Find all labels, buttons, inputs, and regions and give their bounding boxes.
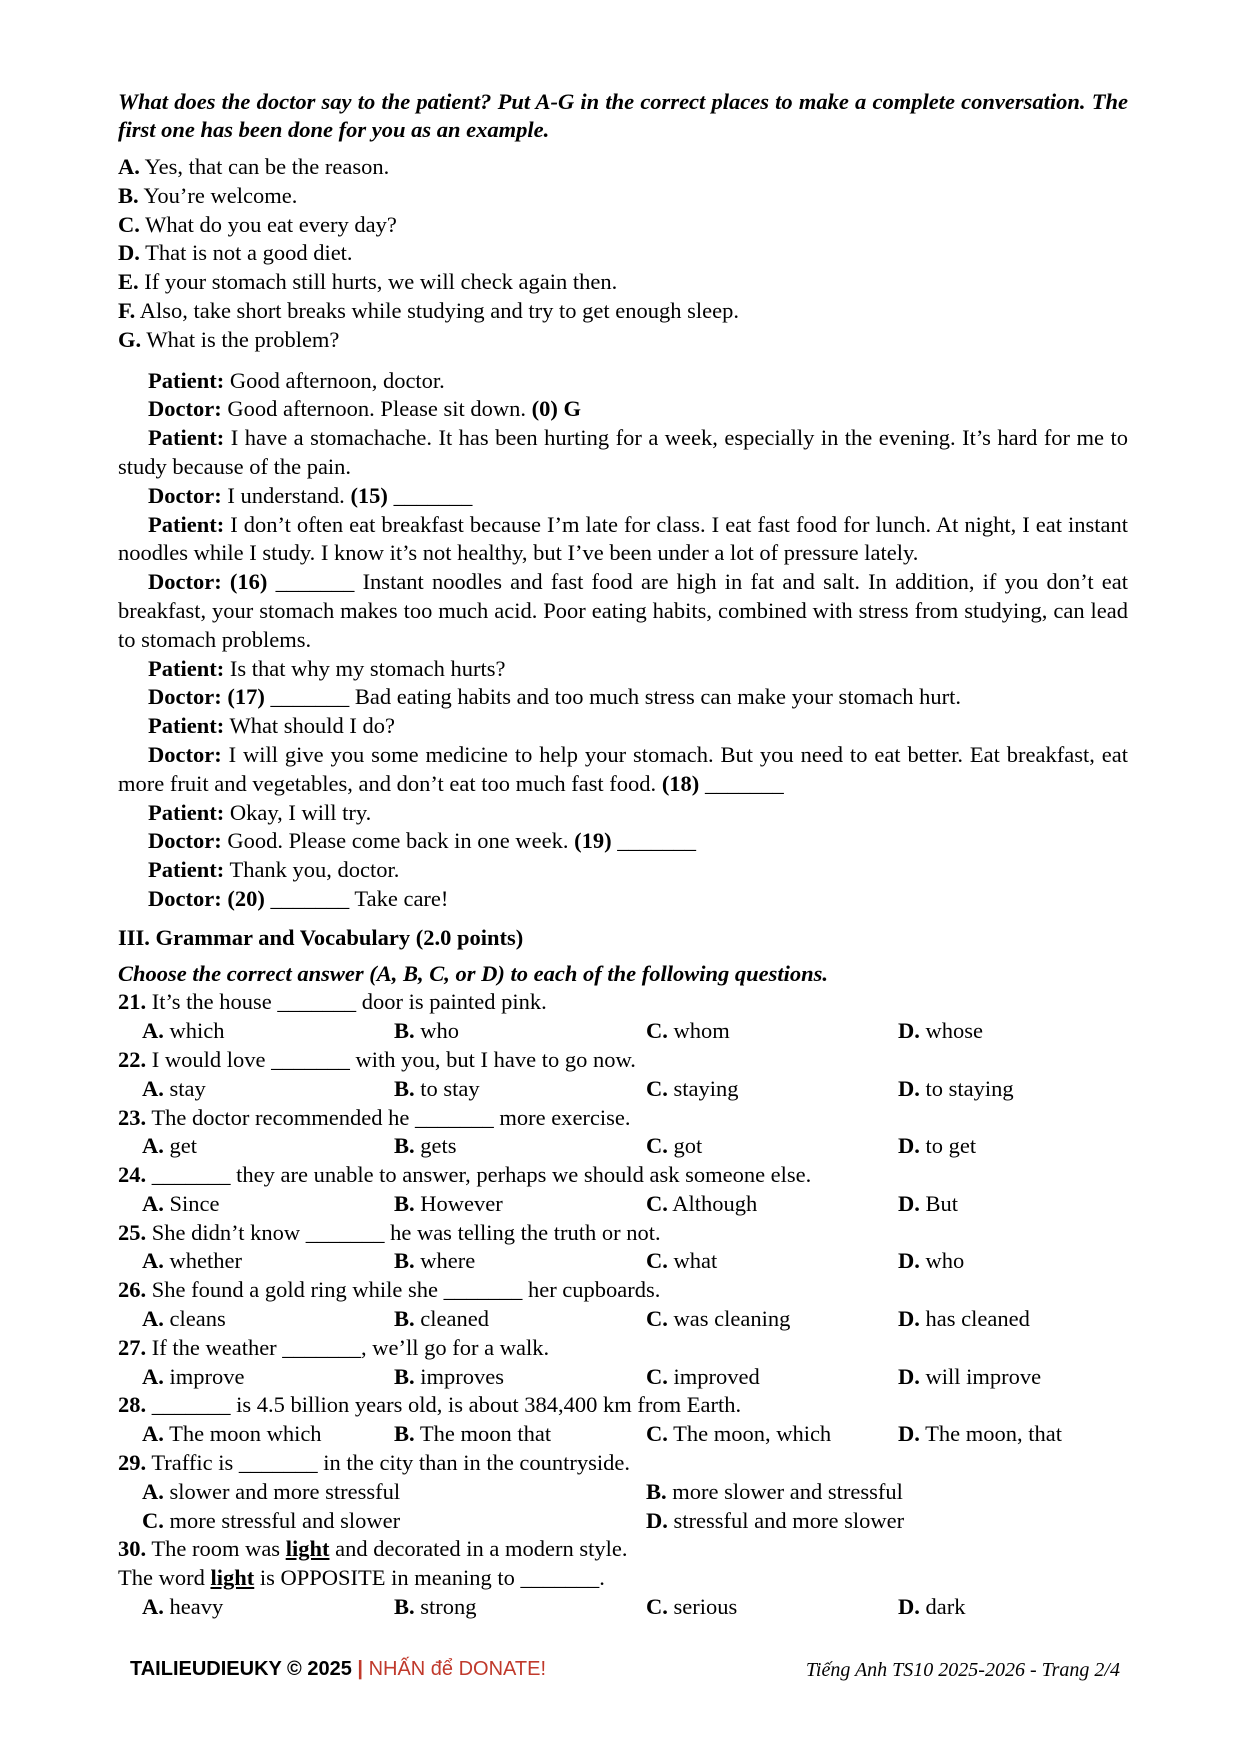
dialogue-line [118,856,1128,885]
question-stem [118,1535,1128,1564]
question-item [118,1449,1128,1535]
option-text: That is not a good diet. [145,240,353,266]
answer-choices [118,1420,1128,1449]
option-list [118,153,1128,355]
answer-option[interactable] [898,1305,1152,1334]
dialogue-text: I will give you some medicine to help your stomach. But you need to eat better. Eat breakfast, eat more fruit and vegetables, and don’t eat too much fast food. [118,741,1128,796]
dialogue-line [118,482,1128,511]
option-text: If your stomach still hurts, we will check again then. [144,269,618,295]
option-text: improved [673,1363,760,1389]
option-text: improve [169,1363,245,1389]
question-item [118,1219,1128,1277]
option-letter: D. [898,1421,920,1447]
dialogue-line [118,424,1128,482]
question-text: It’s the house _______ door is painted pink. [151,989,547,1015]
answer-blank: _______ Instant noodles and fast food are high in fat and salt. In addition, if you don’t eat breakfast, your stomach makes too much acid. Poor eating habits, combined with stress from studying, can lead to stomach problems. [118,569,1129,652]
question-stem [118,1046,1128,1075]
gap-number: (16) [229,569,268,595]
question-item [118,1104,1128,1162]
speaker-label: Patient: [148,367,225,393]
gap-number: (15) [350,482,388,508]
speaker-label: Doctor: [148,684,222,710]
option-text: Yes, that can be the reason. [144,154,390,179]
option-item [118,239,1128,268]
option-letter: B. [394,1190,415,1216]
answer-option[interactable] [646,1507,1152,1536]
answer-blank: _______ [393,482,473,508]
question-text: The room was [151,1536,281,1562]
question-text: The word [118,1565,205,1591]
option-text: who [925,1248,965,1274]
option-letter: A. [142,1478,164,1504]
answer-blank: _______ Bad eating habits and too much stress can make your stomach hurt. [270,684,961,710]
answer-option[interactable] [898,1420,1152,1449]
option-letter: B. [394,1018,415,1044]
option-letter: C. [646,1190,668,1216]
answer-choices [118,1478,1128,1536]
answer-choices [118,1017,1128,1046]
answer-option[interactable] [898,1132,1152,1161]
option-letter: B. [394,1594,415,1620]
answer-option[interactable] [394,1132,646,1161]
option-text: more slower and stressful [672,1478,903,1504]
question-number: 26. [118,1277,147,1303]
option-letter: A. [118,154,140,179]
footer-separator: | [357,1658,364,1680]
question-item [118,1276,1128,1334]
question-number: 28. [118,1392,147,1418]
dialogue-line [118,885,1128,914]
answer-option[interactable] [646,1247,898,1276]
option-letter: B. [394,1133,415,1159]
option-text: who [420,1018,460,1044]
option-letter: B. [394,1363,415,1389]
option-text: What is the problem? [146,326,340,352]
answer-choices [118,1190,1128,1219]
dialogue-line [118,741,1128,799]
question-text: The doctor recommended he _______ more exercise. [151,1104,631,1130]
option-letter: D. [898,1594,920,1620]
speaker-label: Doctor: [148,828,222,854]
question-text: and decorated in a modern style. [335,1536,628,1562]
option-letter: A. [142,1248,164,1274]
speaker-label: Doctor: [148,569,222,595]
question-item [118,1161,1128,1219]
option-letter: A. [142,1306,164,1332]
option-letter: D. [898,1306,920,1332]
part2-instruction: What does the doctor say to the patient? Put A-G in the correct places to make a complete conversation. The first one has been done for you as an example. [118,89,1128,142]
speaker-label: Doctor: [148,885,222,911]
speaker-label: Patient: [148,799,225,825]
option-letter: B. [394,1306,415,1332]
option-letter: A. [142,1018,164,1044]
question-text: Traffic is _______ in the city than in the countryside. [151,1450,631,1476]
answer-option[interactable] [646,1075,898,1104]
answer-option[interactable] [646,1190,898,1219]
answer-option[interactable] [142,1507,646,1536]
answer-option[interactable] [898,1017,1152,1046]
question-number: 23. [118,1104,147,1130]
speaker-label: Patient: [148,511,225,537]
page-info: Tiếng Anh TS10 2025-2026 - Trang 2/4 [805,1659,1120,1681]
option-text: stressful and more slower [673,1507,905,1533]
option-item [118,326,1128,355]
section-title: III. Grammar and Vocabulary (2.0 points) [118,924,524,950]
answer-option[interactable] [394,1363,646,1392]
option-item [118,211,1128,240]
option-text: The moon, that [925,1421,1062,1447]
option-text: slower and more stressful [169,1478,401,1504]
section-instruction: Choose the correct answer (A, B, C, or D) to each of the following questions. [118,960,829,986]
question-stem-line2 [118,1564,1128,1593]
answer-blank: _______ [617,828,696,854]
option-text: strong [420,1594,477,1620]
option-letter: D. [898,1075,920,1101]
dialogue-line [118,367,1128,396]
answer-blank: _______ Take care! [270,885,449,911]
donate-link[interactable]: NHẤN để DONATE! [368,1658,547,1680]
gap-number: (18) [661,770,700,796]
option-letter: C. [118,211,140,237]
option-letter: D. [898,1248,920,1274]
option-text: stay [169,1075,206,1101]
question-item [118,1391,1128,1449]
option-item [118,268,1128,297]
option-text: staying [673,1075,739,1101]
question-number: 24. [118,1162,147,1188]
option-text: got [673,1133,703,1159]
answer-option[interactable] [394,1190,646,1219]
answer-option[interactable] [394,1017,646,1046]
answer-option[interactable] [394,1305,646,1334]
question-30 [118,1535,1128,1621]
question-list [118,988,1128,1535]
option-letter: A. [142,1594,164,1620]
speaker-label: Doctor: [148,482,222,508]
option-text: The moon that [419,1421,552,1447]
option-item [118,182,1128,211]
question-stem [118,1276,1128,1305]
dialogue-text: Okay, I will try. [229,799,372,825]
question-number: 21. [118,989,147,1015]
option-text: to stay [420,1075,480,1101]
answer-option[interactable] [142,1478,646,1507]
option-text: get [169,1133,197,1159]
dialogue-text: Good. Please come back in one week. [227,828,569,854]
option-text: what [673,1248,718,1274]
option-letter: E. [118,269,139,295]
option-text: whom [673,1018,730,1044]
dialogue-text: Good afternoon. Please sit down. [227,396,527,422]
gap-number: (20) [227,885,265,911]
answer-option[interactable] [142,1132,394,1161]
option-text: which [169,1018,225,1044]
dialogue-text: Good afternoon, doctor. [229,367,445,393]
question-text: If the weather _______, we’ll go for a walk. [151,1334,550,1360]
dialogue-line [118,511,1128,569]
option-text: You’re welcome. [143,182,298,208]
option-text: Although [672,1190,758,1216]
option-text: whose [925,1018,983,1044]
gap-number: (0) G [531,396,582,422]
option-letter: C. [646,1075,668,1101]
answer-option[interactable] [646,1305,898,1334]
dialogue-text: I have a stomachache. It has been hurting for a week, especially in the evening. It’s hard for me to study because of the pain. [118,425,1129,479]
option-letter: C. [646,1248,668,1274]
answer-blank: _______ [704,770,784,796]
option-text: to get [925,1133,977,1159]
option-letter: C. [646,1133,668,1159]
dialogue-line [118,712,1128,741]
option-letter: D. [898,1133,920,1159]
question-stem [118,1104,1128,1133]
option-text: whether [169,1248,242,1274]
option-letter: G. [118,326,142,352]
option-text: Also, take short breaks while studying and try to get enough sleep. [139,297,739,323]
page-footer [130,1658,1120,1688]
question-item [118,1334,1128,1392]
question-stem [118,1161,1128,1190]
question-item [118,1046,1128,1104]
option-letter: B. [646,1478,667,1504]
question-number: 29. [118,1450,147,1476]
answer-option[interactable] [646,1017,898,1046]
question-text: She found a gold ring while she _______ her cupboards. [151,1277,661,1303]
question-text: I would love _______ with you, but I have to go now. [151,1046,636,1072]
question-text: She didn’t know _______ he was telling the truth or not. [151,1219,661,1245]
question-stem [118,988,1128,1017]
answer-option[interactable] [142,1363,394,1392]
answer-option[interactable] [898,1190,1152,1219]
question-text: is OPPOSITE in meaning to _______. [259,1565,605,1591]
answer-option[interactable] [142,1305,394,1334]
conversation [118,367,1128,914]
dialogue-line [118,799,1128,828]
option-letter: D. [118,240,140,266]
dialogue-line [118,395,1128,424]
option-text: to staying [925,1075,1014,1101]
option-text: heavy [169,1594,224,1620]
question-stem [118,1449,1128,1478]
option-text: will improve [925,1363,1042,1389]
speaker-label: Patient: [148,655,225,681]
option-text: was cleaning [673,1306,791,1332]
option-letter: A. [142,1421,164,1447]
option-letter: A. [142,1133,164,1159]
dialogue-text: Is that why my stomach hurts? [229,655,506,681]
question-text: _______ is 4.5 billion years old, is about 384,400 km from Earth. [151,1392,742,1418]
answer-option[interactable] [646,1132,898,1161]
dialogue-line [118,568,1128,654]
keyword: light [210,1565,255,1591]
answer-option[interactable] [898,1247,1152,1276]
option-letter: C. [646,1421,668,1447]
answer-option[interactable] [646,1420,898,1449]
dialogue-line [118,655,1128,684]
question-stem [118,1391,1128,1420]
answer-option[interactable] [142,1420,394,1449]
option-letter: C. [646,1306,668,1332]
answer-choices [118,1363,1128,1392]
option-text: dark [925,1594,966,1620]
speaker-label: Doctor: [148,396,222,422]
answer-option[interactable] [394,1420,646,1449]
option-letter: D. [898,1363,920,1389]
speaker-label: Patient: [148,857,225,883]
dialogue-text: Thank you, doctor. [229,857,400,883]
brand-name: TAILIEUDIEUKY © 2025 [130,1658,352,1680]
answer-option[interactable] [898,1075,1152,1104]
gap-number: (19) [574,828,612,854]
option-text: more stressful and slower [169,1507,401,1533]
dialogue-text: I understand. [227,482,345,508]
option-text: where [420,1248,476,1274]
question-stem [118,1219,1128,1248]
answer-option[interactable] [646,1478,1152,1507]
option-text: Since [169,1190,220,1216]
answer-option[interactable] [142,1190,394,1219]
answer-choices [118,1247,1128,1276]
question-item [118,988,1128,1046]
dialogue-text: I don’t often eat breakfast because I’m late for class. I eat fast food for lunch. At night, I eat instant noodles while I study. I know it’s not healthy, but I’ve been under a lot of pressure lately. [118,511,1129,566]
question-stem [118,1334,1128,1363]
answer-option[interactable] [646,1593,898,1622]
option-letter: C. [646,1018,668,1044]
answer-option[interactable] [898,1593,1152,1622]
answer-option[interactable] [142,1017,394,1046]
answer-option[interactable] [394,1247,646,1276]
option-text: The moon, which [673,1421,832,1447]
speaker-label: Patient: [148,713,225,739]
option-text: serious [673,1594,738,1620]
answer-option[interactable] [142,1247,394,1276]
option-letter: A. [142,1075,164,1101]
option-letter: C. [646,1594,668,1620]
option-letter: A. [142,1363,164,1389]
option-letter: B. [394,1421,415,1447]
answer-option[interactable] [394,1593,646,1622]
option-text: cleans [169,1306,226,1332]
option-item [118,297,1128,326]
question-number: 25. [118,1219,147,1245]
option-letter: D. [898,1018,920,1044]
answer-option[interactable] [646,1363,898,1392]
answer-choices [118,1075,1128,1104]
dialogue-line [118,683,1128,712]
option-letter: F. [118,297,136,323]
option-text: The moon which [169,1421,322,1447]
speaker-label: Doctor: [148,741,222,767]
option-letter: D. [646,1507,668,1533]
answer-choices [118,1593,1128,1622]
option-item [118,153,1128,182]
option-letter: A. [142,1190,164,1216]
keyword: light [285,1536,330,1562]
dialogue-line [118,827,1128,856]
option-letter: B. [394,1248,415,1274]
dialogue-text: What should I do? [229,713,396,739]
option-text: has cleaned [925,1306,1030,1332]
option-letter: C. [646,1363,668,1389]
option-text: gets [420,1133,457,1159]
answer-option[interactable] [142,1593,394,1622]
option-text: cleaned [420,1306,489,1332]
question-number: 27. [118,1334,147,1360]
question-number: 22. [118,1046,147,1072]
option-text: But [925,1190,959,1216]
answer-option[interactable] [394,1075,646,1104]
option-letter: C. [142,1507,164,1533]
answer-choices [118,1305,1128,1334]
speaker-label: Patient: [148,425,225,451]
option-letter: D. [898,1190,920,1216]
option-letter: B. [394,1075,415,1101]
option-letter: B. [118,182,139,208]
option-text: However [420,1190,503,1216]
option-text: What do you eat every day? [145,211,397,237]
footer-brand [130,1658,546,1681]
gap-number: (17) [227,684,265,710]
answer-option[interactable] [142,1075,394,1104]
document-page [118,88,1128,1622]
answer-option[interactable] [898,1363,1152,1392]
option-text: improves [420,1363,505,1389]
question-number: 30. [118,1536,147,1562]
answer-choices [118,1132,1128,1161]
question-text: _______ they are unable to answer, perhaps we should ask someone else. [151,1162,812,1188]
